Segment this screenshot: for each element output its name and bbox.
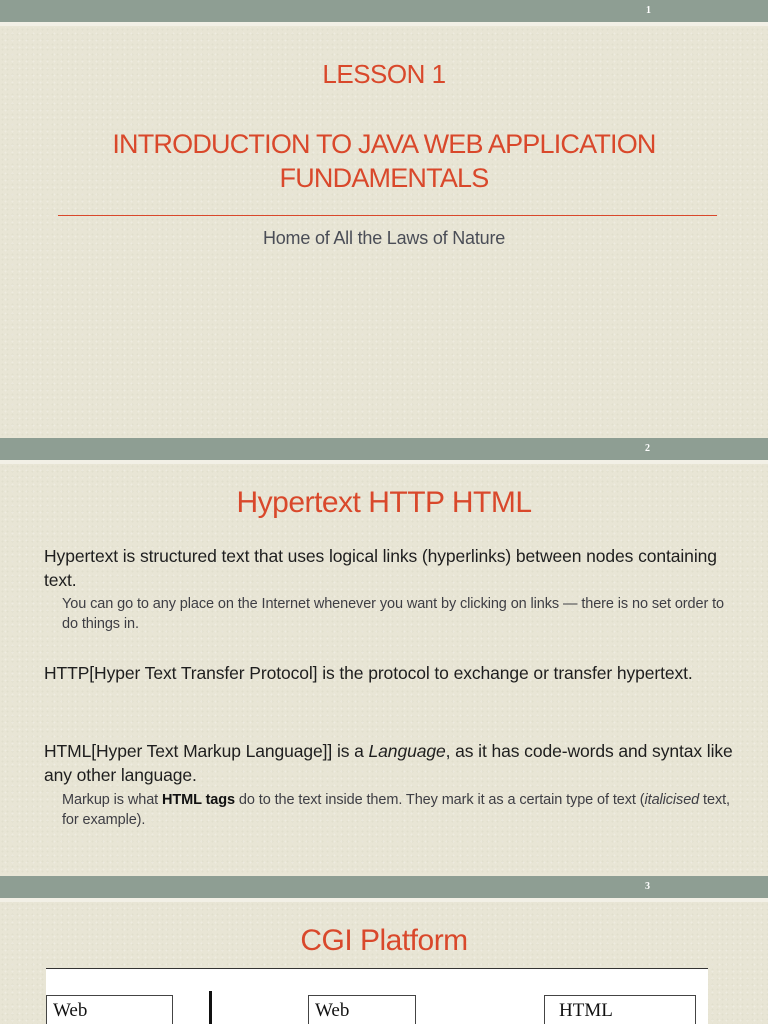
slide-title: Hypertext HTTP HTML (236, 486, 532, 519)
slide-number: 3 (645, 881, 650, 892)
slide-number: 1 (646, 5, 651, 16)
html-box: HTML (544, 995, 696, 1024)
html-paragraph (44, 739, 734, 787)
lesson-label: LESSON 1 (322, 59, 446, 89)
hypertext-paragraph: Hypertext is structured text that uses logical links (hyperlinks) between nodes containing text. (44, 546, 717, 590)
markup-text-b: do to the text inside them. They mark it as a certain type of text ( (235, 792, 645, 808)
slide-divider (0, 22, 768, 26)
slide-number: 2 (645, 443, 650, 454)
title-rule (58, 215, 717, 216)
slide-header-bar (0, 876, 768, 898)
html-text-em: Language (368, 741, 446, 761)
markup-text-em: italicised (644, 792, 700, 808)
html-text-a: HTML[Hyper Text Markup Language]] is a (44, 741, 369, 761)
hypertext-subpoint: You can go to any place on the Internet whenever you want by clicking on links — there is no set order to do things in. (62, 596, 725, 632)
slide-3 (0, 902, 768, 1024)
html-text-b: , as it has code-words and syntax like any other language. (44, 741, 733, 785)
web-browser-box: Web (46, 995, 173, 1024)
markup-text-strong: HTML tags (162, 792, 235, 808)
slide-header-bar (0, 438, 768, 460)
slide-title: INTRODUCTION TO JAVA WEB APPLICATION FUNDAMENTALS (112, 129, 656, 193)
slide-2 (0, 464, 768, 874)
slide-subtitle: Home of All the Laws of Nature (262, 228, 506, 248)
markup-text-c: text, for example). (62, 792, 730, 828)
html-subpoint (62, 790, 734, 830)
web-server-box: Web (308, 995, 416, 1024)
markup-text-a: Markup is what (62, 792, 163, 808)
http-paragraph: HTTP[Hyper Text Transfer Protocol] is the protocol to exchange or transfer hypertext. (44, 663, 693, 683)
slide-1 (0, 27, 768, 437)
slide-header-bar (0, 0, 768, 22)
slide-title: CGI Platform (300, 924, 468, 957)
separator-line (209, 991, 212, 1024)
cgi-diagram (46, 968, 708, 1024)
